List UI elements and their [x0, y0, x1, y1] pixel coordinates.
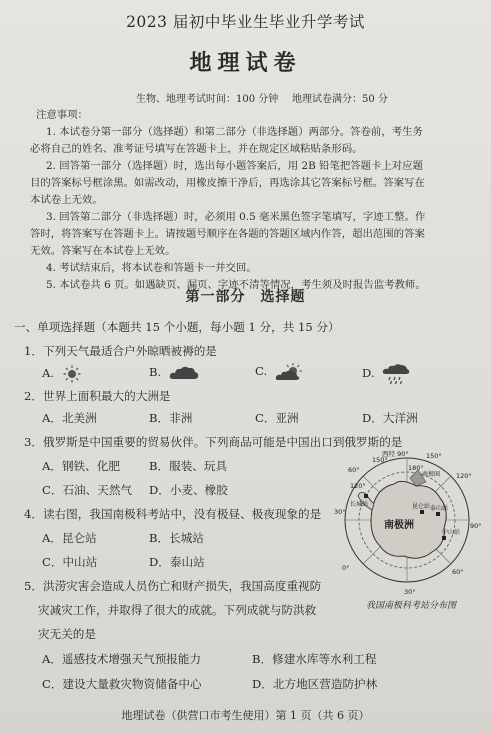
q5-option-d[interactable]: D．北方地区营造防护林	[252, 677, 378, 691]
sun-icon	[61, 365, 83, 383]
question-4-stem: 4．读右图，我国南极科考站中，没有极昼、极夜现象的是	[24, 507, 322, 521]
map-label-e120: 120°	[456, 472, 472, 480]
note-line: 3. 回答第二部分（非选择题）时，必须用 0.5 毫米黑色签字笔填写，字迹工整。作	[46, 211, 426, 223]
q3-option-a[interactable]: A．钢铁、化肥	[42, 459, 120, 473]
map-label-changcheng: 长城站	[350, 501, 369, 508]
q1-option-a[interactable]: A.	[42, 365, 83, 383]
q3-option-b[interactable]: B．服装、玩具	[149, 459, 228, 473]
exam-score: 地理试卷满分：50 分	[292, 94, 388, 105]
map-label-continent: 南极洲	[384, 520, 414, 531]
map-label-kunlun: 昆仑站	[412, 503, 431, 510]
note-line: 2. 回答第一部分（选择题）时，选出每小题答案后，用 2B 铅笔把答题卡上对应题	[46, 160, 423, 172]
q3-option-d[interactable]: D．小麦、橡胶	[149, 483, 228, 497]
q2-option-b[interactable]: B．非洲	[149, 411, 193, 425]
note-line: 答时，将答案写在答题卡上。请按题号顺序在各题的答题区域内作答，超出范围的答案	[30, 228, 425, 240]
q5-option-b[interactable]: B．修建水库等水利工程	[252, 652, 377, 666]
q5-option-c[interactable]: C．建设大量救灾物资储备中心	[42, 677, 202, 691]
q4-option-a[interactable]: A．昆仑站	[42, 531, 97, 545]
q2-option-c[interactable]: C．亚洲	[255, 411, 299, 425]
map-label-w150: 150°	[372, 456, 388, 464]
question-1-stem: 1．下列天气最适合户外晾晒被褥的是	[24, 344, 217, 358]
map-label-0: 0°	[342, 564, 350, 572]
map-label-w60: 60°	[348, 466, 360, 474]
question-3-stem: 3．俄罗斯是中国重要的贸易伙伴。下列商品可能是中国出口到俄罗斯的是	[24, 435, 403, 449]
q4-option-b[interactable]: B．长城站	[149, 531, 204, 545]
map-label-e30: 30°	[404, 588, 416, 596]
map-label-180: 180°	[408, 464, 424, 472]
question-5-stem: 灾无关的是	[38, 627, 96, 641]
note-line: 本试卷上无效。	[30, 194, 103, 206]
cloudy-icon	[169, 365, 199, 381]
page-footer: 地理试卷（供营口市考生使用）第 1 页（共 6 页）	[121, 709, 370, 722]
sun-behind-cloud-icon	[275, 362, 305, 382]
q3-option-c[interactable]: C．石油、天然气	[42, 483, 133, 497]
map-label-w90: 西经 90°	[382, 450, 409, 458]
map-label-w30: 30°	[334, 508, 346, 516]
part-heading: 一、单项选择题（本题共 15 个小题，每小题 1 分，共 15 分）	[14, 320, 340, 334]
question-5-stem: 5．洪涝灾害会造成人员伤亡和财产损失，我国高度重视防	[24, 579, 322, 593]
rain-cloud-icon	[382, 363, 410, 385]
q4-option-d[interactable]: D．泰山站	[149, 555, 205, 569]
map-label-taishan: 泰山站	[430, 505, 449, 512]
note-line: 目的答案标号框涂黑。如需改动，用橡皮擦干净后，再选涂其它答案标号框。答案写在	[30, 177, 425, 189]
question-2-stem: 2．世界上面积最大的大洲是	[24, 389, 171, 403]
q2-option-a[interactable]: A．北美洲	[42, 411, 97, 425]
q4-option-c[interactable]: C．中山站	[42, 555, 98, 569]
question-5-stem: 灾减灾工作，并取得了很大的成就。下列成就与防洪救	[38, 603, 317, 617]
note-line: 5. 本试卷共 6 页。如遇缺页、漏页、字迹不清等情况，考生须及时报告监考教师。	[46, 279, 426, 291]
q1-option-b[interactable]: B.	[149, 365, 199, 381]
q5-option-a[interactable]: A．遥感技术增强天气预报能力	[42, 652, 202, 666]
map-label-e150: 150°	[426, 452, 442, 460]
q1-option-d[interactable]: D.	[362, 363, 410, 385]
antarctica-map	[332, 448, 482, 598]
note-line: 4. 考试结束后，将本试卷和答题卡一并交回。	[46, 262, 257, 274]
map-label-zhongshan: 中山站	[442, 529, 461, 536]
map-label-e90: 90°	[470, 522, 482, 530]
figure-caption: 我国南极科考站分布图	[365, 601, 456, 611]
map-label-w120: 120°	[350, 482, 366, 490]
note-line: 无效。答案写在本试卷上无效。	[30, 245, 176, 257]
map-label-circle: 南极圈	[422, 471, 441, 478]
q1-option-c[interactable]: C.	[255, 362, 305, 382]
exam-title: 2023 届初中毕业生毕业升学考试	[126, 13, 365, 31]
exam-time: 生物、地理考试时间：100 分钟	[136, 94, 279, 105]
paper-title: 地理试卷	[189, 51, 302, 76]
notes-heading: 注意事项：	[36, 109, 88, 121]
map-label-e60: 60°	[452, 568, 464, 576]
note-line: 1. 本试卷分第一部分（选择题）和第二部分（非选择题）两部分。答卷前，考生务	[46, 126, 423, 138]
q2-option-d[interactable]: D．大洋洲	[362, 411, 418, 425]
note-line: 必将自己的姓名、准考证号填写在答题卡上，并在规定区域粘贴条形码。	[30, 143, 363, 155]
section-title: 第一部分 选择题	[185, 289, 306, 305]
